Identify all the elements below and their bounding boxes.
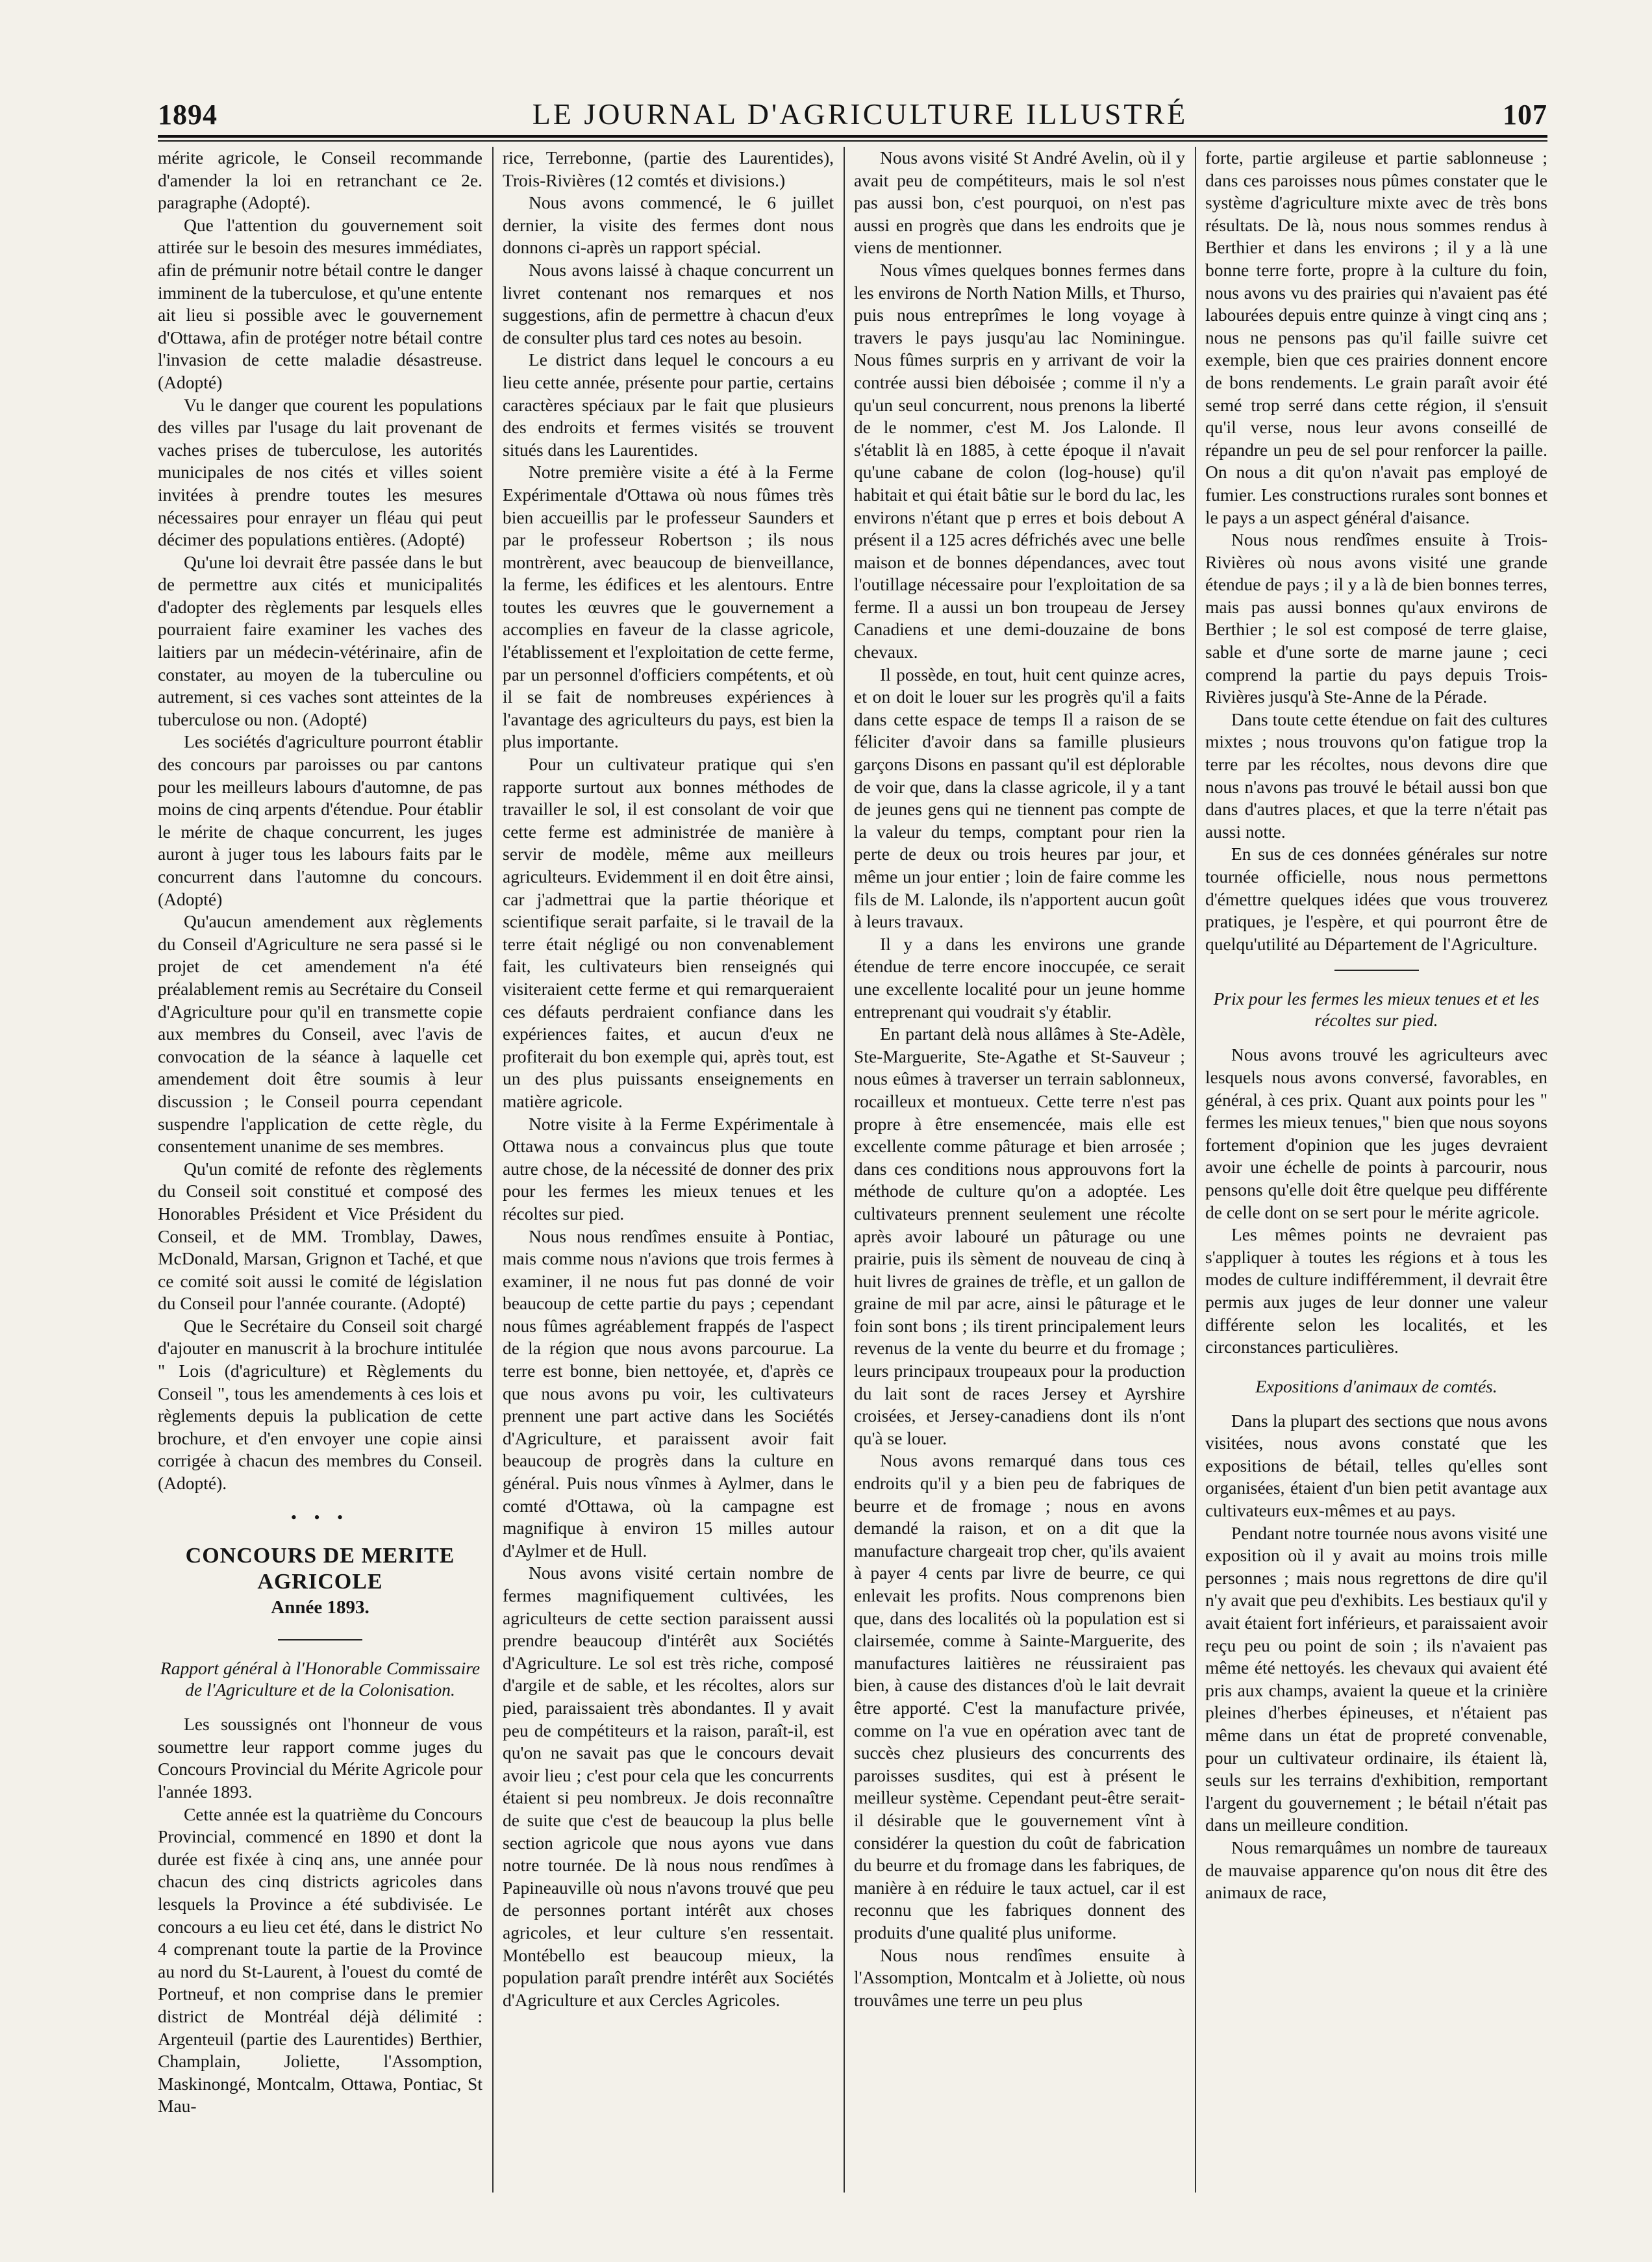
header-year: 1894 [158,99,218,131]
paragraph: Qu'une loi devrait être passée dans le but de permettre aux cités et municipalités d'adopter des règlements par lesquels elles pourraient faire examiner les vaches des laitiers par un médecin-vétérinaire, afin de constater, au moyen de la tuberculine ou autrement, si ces vaches sont atteintes de la tuberculose ou non. (Adopté) [158,551,482,729]
paragraph: Nous avons visité certain nombre de fermes magnifiquement cultivées, les agriculteurs de cette section paraissent aussi prendre beaucoup d'intérêt aux Sociétés d'Agriculture. Le sol est très riche, composé d'argile et de sable, et les récoltes, alors sur pied, paraissaient très abondantes. Il y avait peu de compétiteurs et la raison, paraît-il, est qu'on ne savait pas que le concours devait avoir lieu ; c'est pour cela que les concurrents étaient si peu nombreux. Je dois reconnaître de suite que c'est de beaucoup la plus belle section agricole que nous ayons vue dans notre tournée. De là nous nous rendîmes à Papineauville où nous n'avons trouvé que peu de personnes portant intérêt aux choses agricoles, et leur culture s'en ressentait. Montébello est beaucoup mieux, la population paraît prendre intérêt aux Sociétés d'Agriculture et aux Cercles Agricoles. [503,1563,834,2010]
paragraph: Nous avons commencé, le 6 juillet dernier, la visite des fermes dont nous donnons ci-après un rapport spécial. [503,192,834,258]
page-header [158,86,1547,131]
column-3 [854,147,1185,2193]
paragraph: Nous avons trouvé les agriculteurs avec lesquels nous avons conversé, favorables, en général, à ces prix. Quant aux points pour les " fermes les mieux tenues," bien que nous soyons fortement d'opinion que les juges devraient avoir une échelle de points à parcourir, nous pensons qu'elle doit être quelque peu différente de celle dont on se sert pour le mérite agricole. [1205,1044,1547,1222]
header-rule-thick [158,135,1547,138]
subsection-heading: Expositions d'animaux de comtés. [1255,1376,1497,1396]
paragraph: Nous nous rendîmes ensuite à Pontiac, mais comme nous n'avions que trois fermes à examiner, il ne nous fut pas donné de voir beaucoup de cette partie du pays ; cependant nous fûmes agréablement frappés de l'aspect de la région que nous avons parcourue. La terre est bonne, bien nettoyée, et, d'après ce que nous avons pu voir, les cultivateurs prennent une part active dans les Sociétés d'Agriculture, et paraissent avoir fait beaucoup de progrès dans la culture en général. Puis nous vînmes à Aylmer, dans le comté d'Ottawa, où la campagne est magnifique à environ 15 milles autour d'Aylmer et de Hull. [503,1225,834,1561]
paragraph: Le district dans lequel le concours a eu lieu cette année, présente pour partie, certains caractères spéciaux par le fait que plusieurs des endroits et fermes visités se trouvent situés dans les Laurentides. [503,349,834,460]
header-rule-thin [158,140,1547,142]
paragraph: Vu le danger que courent les populations des villes par l'usage du lait provenant de vaches prises de tuberculose, les autorités municipales de nos cités et villes soient invitées à prendre toutes les mesures nécessaires pour enrayer un fléau qui peut décimer des populations entières. (Adopté) [158,394,482,550]
column-2 [503,147,834,2193]
paragraph: Il possède, en tout, huit cent quinze acres, et on doit le louer sur les progrès qu'il a faits dans cette espace de temps Il a raison de se féliciter d'avoir dans sa famille plusieurs garçons Disons en passant qu'il est déplorable de voir que, dans la classe agricole, il y a tant de jeunes gens qui ne tiennent pas compte de la valeur du temps, comptant pour rien la perte de deux ou trois heures par jour, et même un jour entier ; loin de faire comme les fils de M. Lalonde, ils n'apportent aucun goût à leurs travaux. [854,664,1185,932]
paragraph: Nous avons visité St André Avelin, où il y avait peu de compétiteurs, mais le sol n'est pas aussi bon, c'est pourquoi, on n'est pas aussi en progrès que dans les endroits que je viens de mentionner. [854,147,1185,258]
column-divider [1195,147,1196,2193]
column-divider [492,147,494,2193]
paragraph: Notre visite à la Ferme Expérimentale à Ottawa nous a convaincus plus que toute autre chose, de la nécessité de donner des prix pour les fermes les mieux tenues et les récoltes sur pied. [503,1113,834,1224]
section-ornament: • • • [290,1507,350,1527]
page-number: 107 [1502,99,1547,131]
paragraph: Qu'aucun amendement aux règlements du Conseil d'Agriculture ne sera passé si le projet de cet amendement n'a été préalablement remis au Secrétaire du Conseil d'Agriculture pour qu'il en transmette copie aux membres du Conseil, avec l'avis de convocation de la séance à laquelle cet amendement doit être soumis à leur discussion ; le Conseil pourra cependant suspendre l'application de cette règle, du consentement unanime de ses membres. [158,911,482,1157]
paragraph: mérite agricole, le Conseil recommande d'amender la loi en retranchant ce 2e. paragraphe (Adopté). [158,147,482,213]
paragraph: Cette année est la quatrième du Concours Provincial, commencé en 1890 et dont la durée est fixée à cinq ans, une année pour chacun des cinq districts agricoles dans lesquels la Province a été subdivisée. Le concours a eu lieu cet été, dans le district No 4 comprenant toute la partie de la Province au nord du St-Laurent, à l'ouest du comté de Portneuf, et non comprise dans le premier district de Montréal déjà délimité : Argenteuil (partie des Laurentides) Berthier, Champlain, Joliette, l'Assomption, Maskinongé, Montcalm, Ottawa, Pontiac, St Mau- [158,1803,482,2117]
paragraph: Nous vîmes quelques bonnes fermes dans les environs de North Nation Mills, et Thurso, puis nous entreprîmes le long voyage à travers le pays jusqu'au lac Nominingue. Nous fûmes surpris en y arrivant de voir la contrée aussi bien déboisée ; comme il n'y a qu'un seul concurrent, nous prenons la liberté de le nommer, c'est M. Jos Lalonde. Il s'établit là en 1885, à cette époque il n'avait qu'une cabane de colon (log-house) qu'il habitait et qui était bâtie sur le bord du lac, les environs n'étant que p erres et bois debout A présent il a 125 acres défrichés avec une belle maison et de bonnes dépendances, avec tout l'outillage nécessaire pour l'exploitation de sa ferme. Il a aussi un bon troupeau de Jersey Canadiens et une demi-douzaine de bons chevaux. [854,259,1185,662]
paragraph: En partant delà nous allâmes à Ste-Adèle, Ste-Marguerite, Ste-Agathe et St-Sauveur ; nous eûmes à traverser un terrain sablonneux, rocailleux et montueux. Cette terre n'est pas propre à être ensemencée, mais elle est excellente comme pâturage et bien arrosée ; dans ces conditions nous approuvons fort la méthode de culture qu'on a adoptée. Les cultivateurs prennent seulement une récolte après avoir labouré un pâturage ou une prairie, puis ils sèment de nouveau de cinq à huit livres de graines de trèfle, et un gallon de graine de mil par acre, ainsi le pâturage et le foin sont bons ; ils tirent principalement leurs revenus de la vente du beurre et du fromage ; leurs principaux troupeaux pour la production du lait sont de races Jersey et Ayrshire croisées, et Jersey-canadiens dont ils n'ont qu'à se louer. [854,1024,1185,1448]
paragraph: Pendant notre tournée nous avons visité une exposition où il y avait au moins trois mille personnes ; mais nous regrettons de dire qu'il n'y avait que peu d'exhibits. Les bestiaux qu'il y avait étaient fort inférieurs, et paraissaient avoir reçu peu ou point de soin ; ils n'avaient pas même été nettoyés. les chevaux qui avaient été pris aux champs, avaient la queue et la crinière pleines d'herbes épineuses, et n'étaient pas même dans un état de propreté convenable, pour un cultivateur ordinaire, ils étaient là, seuls sur les terrains d'exhibition, remportant l'argent du gouvernement ; le bétail n'était pas dans un meilleure condition. [1205,1522,1547,1835]
paragraph: rice, Terrebonne, (partie des Laurentides), Trois-Rivières (12 comtés et divisions.) [503,147,834,190]
section-title: CONCOURS DE MERITE AGRICOLE [185,1544,455,1594]
paragraph: Dans la plupart des sections que nous avons visitées, nous avons constaté que les expositions de bétail, telles qu'elles sont organisées, étaient d'un bien petit avantage aux cultivateurs eux-mêmes et au pays. [1205,1410,1547,1521]
paragraph: En sus de ces données générales sur notre tournée officielle, nous nous permettons d'émettre quelques idées que vous trouverez pratiques, je l'espère, et qui pourront être de quelqu'utilité au Département de l'Agriculture. [1205,844,1547,954]
paragraph: Les soussignés ont l'honneur de vous soumettre leur rapport comme juges du Concours Provincial du Mérite Agricole pour l'année 1893. [158,1714,482,1802]
paragraph: Nous remarquâmes un nombre de taureaux de mauvaise apparence qu'on nous dit être des animaux de race, [1205,1837,1547,1903]
paragraph: Dans toute cette étendue on fait des cultures mixtes ; nous trouvons qu'on fatigue trop la terre par les récoltes, nous devons dire que nous n'avons pas trouvé le bétail aussi bon que dans d'autres places, et que la terre n'était pas aussi notte. [1205,709,1547,842]
paragraph: forte, partie argileuse et partie sablonneuse ; dans ces paroisses nous pûmes constater que le système d'agriculture mixte avec de très bons résultats. De là, nous nous sommes rendus à Berthier et dans les environs ; il y a là une bonne terre forte, propre à la culture du foin, nous avons vu des prairies qui n'avaient pas été labourées depuis entre quinze à vingt cinq ans ; nous ne pensons pas qu'il faille suivre cet exemple, bien que ces prairies donnent encore de bons rendements. Le grain paraît avoir été semé trop serré dans cette région, il s'ensuit qu'il verse, nous leur avons conseillé de répandre un peu de sel pour renforcer la paille. On nous a dit qu'on n'avait pas employé de fumier. Les constructions rurales sont bonnes et le pays a un aspect général d'aisance. [1205,147,1547,527]
text-columns [158,147,1547,2193]
subsection-heading: Prix pour les fermes les mieux tenues et et les récoltes sur pied. [1213,988,1540,1031]
paragraph: Les sociétés d'agriculture pourront établir des concours par paroisses ou par cantons pour les meilleurs labours d'automne, de pas moins de cinq arpents d'étendue. Pour établir le mérite de chaque concurrent, les juges auront à juger tous les labours faits par le concurrent dans l'automne du concours. (Adopté) [158,731,482,909]
paragraph: Nous nous rendîmes ensuite à Trois-Rivières où nous avons visité une grande étendue de pays ; il y a là de bien bonnes terres, mais pas aussi bonnes qu'aux environs de Berthier ; le sol est composé de terre glaise, sable et d'une sorte de marne jaune ; ceci comprend la partie du pays depuis Trois-Rivières jusqu'à Ste-Anne de la Pérade. [1205,529,1547,707]
paragraph: Pour un cultivateur pratique qui s'en rapporte surtout aux bonnes méthodes de travailler le sol, il est consolant de voir que cette ferme est administrée de manière à servir de modèle, même aux meilleurs agriculteurs. Evidemment il en doit être ainsi, car j'admettrai que la partie théorique et scientifique serait parfaite, si le travail de la terre était négligé ou non convenablement fait, les cultivateurs bien renseignés qui visiteraient cette ferme et qui remarqueraient ces défauts perdraient confiance dans les expériences faites, et aucun d'eux ne profiterait du bon exemple qui, après tout, est un des plus puissants enseignements en matière agricole. [503,754,834,1111]
paragraph: Nous avons remarqué dans tous ces endroits qu'il y a bien peu de fabriques de beurre et de fromage ; nous en avons demandé la raison, et on a dit que la manufacture chargeait trop cher, qu'ils avaient à payer 4 cents par livre de beurre, ce qui enlevait les profits. Nous comprenons bien que, dans des localités où la population est si clairsemée, comme à Sainte-Marguerite, des manufactures laitières ne réussiraient pas bien, à cause des distances d'où le lait devrait être apporté. C'est la manufacture privée, comme on l'a vue en opération avec tant de succès chez plusieurs des concurrents des paroisses susdites, qui est à présent le meilleur système. Cependant peut-être serait-il désirable que le gouvernement vînt à considérer la question du coût de fabrication du beurre et du fromage dans les fabriques, de manière à en réduire le taux actuel, car il est reconnu que les fabriques donnent des produits d'une qualité plus uniforme. [854,1450,1185,1942]
section-year: Année 1893. [271,1597,369,1618]
column-divider [844,147,845,2193]
paragraph: Nous avons laissé à chaque concurrent un livret contenant nos remarques et nos suggestions, afin de permettre à chacun d'eux de consulter plus tard ces notes au besoin. [503,259,834,347]
paragraph: Qu'un comité de refonte des règlements du Conseil soit constitué et composé des Honorables Président et Vice Président du Conseil, et de MM. Tromblay, Dawes, McDonald, Marsan, Grignon et Taché, et que ce comité soit aussi le comité de législation du Conseil pour l'année courante. (Adopté) [158,1158,482,1314]
divider [278,1639,362,1640]
paragraph: Notre première visite a été à la Ferme Expérimentale d'Ottawa où nous fûmes très bien accueillis par le professeur Saunders et par le professeur Robertson ; ils nous montrèrent, avec beaucoup de bienveillance, la ferme, les édifices et les alentours. Entre toutes les œuvres que le gouvernement a accomplies en faveur de la classe agricole, l'établissement et l'exploitation de cette ferme, par un personnel d'officiers compétents, et où il se fait de nombreuses expériences à l'avantage des agriculteurs du pays, est bien la plus importante. [503,462,834,752]
paragraph: Il y a dans les environs une grande étendue de terre encore inoccupée, ce serait une excellente localité pour un jeune homme entreprenant qui voudrait s'y établir. [854,933,1185,1022]
paragraph: Les mêmes points ne devraient pas s'appliquer à toutes les régions et à tous les modes de culture indifféremment, il devrait être permis aux juges de leur donner une valeur différente selon les localités, et les circonstances particulières. [1205,1224,1547,1357]
column-1 [158,147,482,2193]
paragraph: Nous nous rendîmes ensuite à l'Assomption, Montcalm et à Joliette, où nous trouvâmes une terre un peu plus [854,1944,1185,2010]
journal-title: LE JOURNAL D'AGRICULTURE ILLUSTRÉ [532,97,1188,131]
paragraph: Que l'attention du gouvernement soit attirée sur le besoin des mesures immédiates, afin de prémunir notre bétail contre le danger imminent de la tuberculose, et qu'une entente ait lieu si possible avec le gouvernement d'Ottawa, afin de protéger notre bétail contre l'invasion de cette maladie désastreuse. (Adopté) [158,214,482,392]
report-title: Rapport général à l'Honorable Commissaire de l'Agriculture et de la Colonisation. [160,1658,481,1700]
divider [1334,970,1419,971]
paragraph: Que le Secrétaire du Conseil soit chargé d'ajouter en manuscrit à la brochure intitulée " Lois (d'agriculture) et Règlements du Conseil ", tous les amendements à ces lois et règlements depuis la publication de cette brochure, et d'en envoyer une copie ainsi corrigée à chacun des membres du Conseil. (Adopté). [158,1315,482,1494]
column-4 [1205,147,1547,2193]
